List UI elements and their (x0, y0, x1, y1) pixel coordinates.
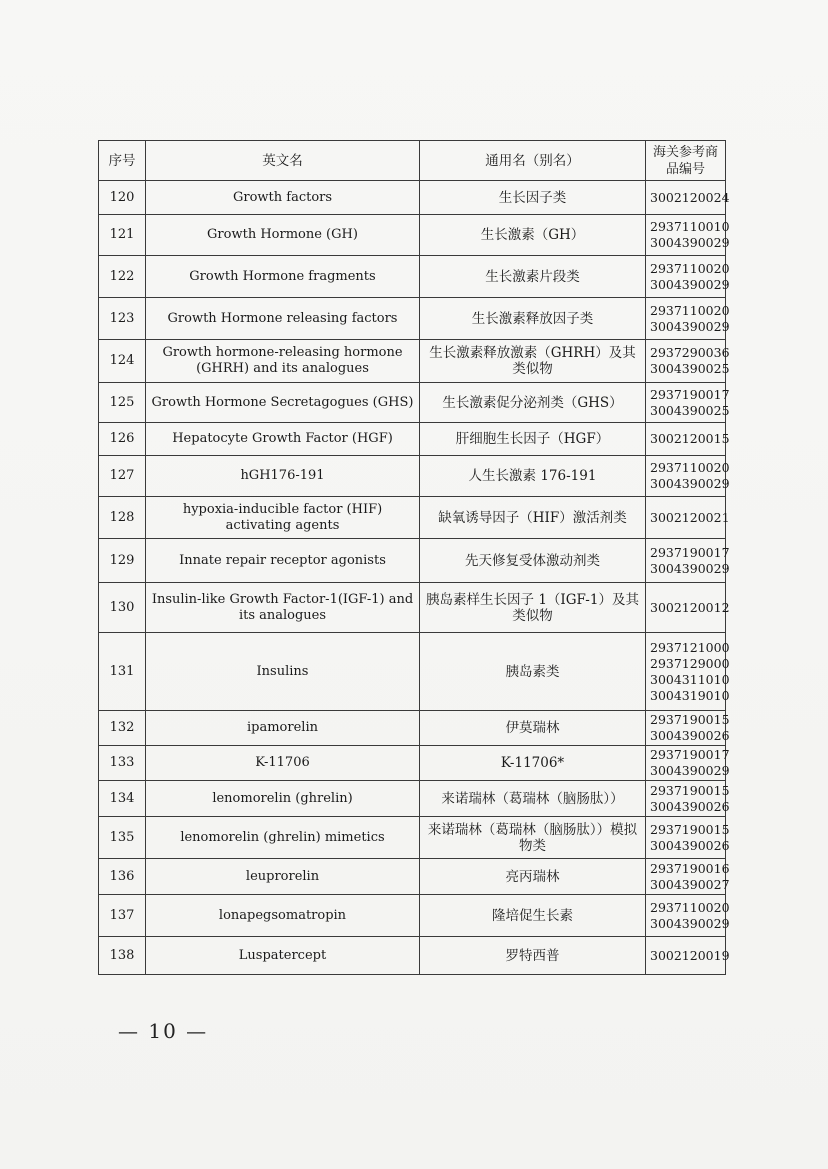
cell-generic-name: 生长激素（GH） (420, 215, 646, 256)
hs-code-line: 2937190017 (650, 747, 730, 762)
cell-generic-name: 来诺瑞林（葛瑞林（脑肠肽））模拟物类 (420, 817, 646, 859)
cell-generic-name: 生长激素片段类 (420, 256, 646, 298)
hs-code-line: 3004390025 (650, 361, 730, 376)
hs-code-line: 2937190015 (650, 712, 730, 727)
hs-code-line: 2937190017 (650, 544, 730, 560)
cell-hs-code (646, 181, 730, 215)
hs-code-line: 3004319010 (650, 687, 730, 703)
cell-no: 130 (99, 583, 146, 633)
cell-generic-name: 生长激素促分泌剂类（GHS） (420, 383, 646, 423)
cell-no: 127 (99, 456, 146, 497)
cell-english-name: Growth Hormone fragments (146, 256, 420, 298)
table-row (99, 859, 726, 895)
cell-english-name: lenomorelin (ghrelin) mimetics (146, 817, 420, 859)
cell-generic-name: 胰岛素类 (420, 633, 646, 711)
cell-hs-code (646, 633, 730, 711)
hs-code-line: 2937190016 (650, 860, 730, 876)
cell-generic-name: 伊莫瑞林 (420, 711, 646, 746)
hs-code-line: 3004390025 (650, 402, 730, 418)
cell-generic-name: 缺氧诱导因子（HIF）激活剂类 (420, 497, 646, 539)
hs-code-line: 3004390029 (650, 763, 730, 778)
substance-table (98, 140, 730, 975)
cell-hs-code (646, 781, 730, 817)
table-row (99, 817, 726, 859)
table-row (99, 711, 726, 746)
cell-hs-code (646, 423, 730, 456)
hs-code-line: 2937110020 (650, 260, 730, 276)
cell-hs-code (646, 895, 730, 937)
hs-code-line: 3004390026 (650, 837, 730, 853)
hs-code-line: 3004390029 (650, 318, 730, 334)
table-row (99, 215, 726, 256)
cell-generic-name: 隆培促生长素 (420, 895, 646, 937)
hs-code-line: 3004390029 (650, 560, 730, 576)
cell-no: 137 (99, 895, 146, 937)
table-row (99, 497, 726, 539)
cell-no: 133 (99, 746, 146, 781)
cell-generic-name: 罗特西普 (420, 937, 646, 975)
cell-no: 131 (99, 633, 146, 711)
cell-english-name: leuprorelin (146, 859, 420, 895)
cell-generic-name: 亮丙瑞林 (420, 859, 646, 895)
header-generic-name: 通用名（别名） (420, 141, 646, 181)
cell-english-name: Growth hormone-releasing hormone (GHRH) and its analogues (146, 340, 420, 383)
hs-code-line: 3004390029 (650, 915, 730, 931)
table-row (99, 937, 726, 975)
table-row (99, 383, 726, 423)
hs-code-line: 3004390029 (650, 276, 730, 292)
header-no: 序号 (99, 141, 146, 181)
cell-hs-code (646, 256, 730, 298)
table-row (99, 181, 726, 215)
cell-english-name: lenomorelin (ghrelin) (146, 781, 420, 817)
hs-code-line: 3004311010 (650, 671, 730, 687)
cell-hs-code (646, 859, 730, 895)
cell-english-name: Insulin-like Growth Factor-1(IGF-1) and its analogues (146, 583, 420, 633)
table-row (99, 895, 726, 937)
cell-generic-name: 胰岛素样生长因子 1（IGF-1）及其类似物 (420, 583, 646, 633)
header-english-name: 英文名 (146, 141, 420, 181)
cell-no: 128 (99, 497, 146, 539)
cell-no: 138 (99, 937, 146, 975)
cell-no: 132 (99, 711, 146, 746)
table-row (99, 633, 726, 711)
cell-hs-code (646, 817, 730, 859)
cell-generic-name: 生长激素释放因子类 (420, 298, 646, 340)
table-row (99, 298, 726, 340)
cell-english-name: Innate repair receptor agonists (146, 539, 420, 583)
hs-code-line: 2937190017 (650, 386, 730, 402)
table-row (99, 583, 726, 633)
hs-code-line: 2937110020 (650, 302, 730, 318)
table-row (99, 423, 726, 456)
table-row (99, 539, 726, 583)
cell-no: 120 (99, 181, 146, 215)
cell-no: 125 (99, 383, 146, 423)
cell-generic-name: 先天修复受体激动剂类 (420, 539, 646, 583)
hs-code-line: 3002120012 (650, 599, 730, 615)
hs-code-line: 2937121000 (650, 639, 730, 655)
cell-no: 126 (99, 423, 146, 456)
cell-no: 122 (99, 256, 146, 298)
cell-english-name: Growth Hormone (GH) (146, 215, 420, 256)
cell-hs-code (646, 746, 730, 781)
cell-hs-code (646, 383, 730, 423)
cell-no: 136 (99, 859, 146, 895)
cell-english-name: K-11706 (146, 746, 420, 781)
hs-code-line: 2937290036 (650, 345, 730, 360)
cell-hs-code (646, 497, 730, 539)
cell-english-name: Growth Hormone releasing factors (146, 298, 420, 340)
hs-code-line: 2937110020 (650, 899, 730, 915)
cell-hs-code (646, 298, 730, 340)
cell-english-name: Luspatercept (146, 937, 420, 975)
cell-generic-name: 来诺瑞林（葛瑞林（脑肠肽）） (420, 781, 646, 817)
cell-hs-code (646, 583, 730, 633)
cell-no: 129 (99, 539, 146, 583)
cell-english-name: Hepatocyte Growth Factor (HGF) (146, 423, 420, 456)
hs-code-line: 3004390026 (650, 798, 730, 814)
cell-hs-code (646, 539, 730, 583)
cell-no: 135 (99, 817, 146, 859)
cell-generic-name: 人生长激素 176-191 (420, 456, 646, 497)
cell-hs-code (646, 215, 730, 256)
cell-hs-code (646, 340, 730, 383)
cell-hs-code (646, 937, 730, 975)
hs-code-line: 3002120015 (650, 431, 730, 446)
cell-hs-code (646, 711, 730, 746)
cell-no: 121 (99, 215, 146, 256)
table-row (99, 456, 726, 497)
hs-code-line: 3002120021 (650, 509, 730, 525)
page-number: — 10 — (118, 1019, 209, 1043)
cell-generic-name: 生长因子类 (420, 181, 646, 215)
cell-no: 123 (99, 298, 146, 340)
hs-code-line: 2937110020 (650, 460, 730, 475)
hs-code-line: 2937129000 (650, 655, 730, 671)
cell-english-name: hGH176-191 (146, 456, 420, 497)
table-row (99, 340, 726, 383)
table-row (99, 256, 726, 298)
hs-code-line: 3004390027 (650, 876, 730, 892)
header-hs-code: 海关参考商品编号 (646, 141, 726, 181)
cell-english-name: hypoxia-inducible factor (HIF) activating agents (146, 497, 420, 539)
hs-code-line: 2937110010 (650, 219, 730, 234)
cell-generic-name: 肝细胞生长因子（HGF） (420, 423, 646, 456)
table-header-row (99, 141, 726, 181)
cell-generic-name: K-11706* (420, 746, 646, 781)
hs-code-line: 2937190015 (650, 782, 730, 798)
hs-code-line: 3004390026 (650, 728, 730, 743)
cell-english-name: Growth factors (146, 181, 420, 215)
hs-code-line: 3004390029 (650, 476, 730, 491)
cell-english-name: ipamorelin (146, 711, 420, 746)
cell-generic-name: 生长激素释放激素（GHRH）及其类似物 (420, 340, 646, 383)
cell-english-name: lonapegsomatropin (146, 895, 420, 937)
hs-code-line: 2937190015 (650, 821, 730, 837)
table-row (99, 781, 726, 817)
table-body (99, 181, 730, 975)
cell-hs-code (646, 456, 730, 497)
hs-code-line: 3002120019 (650, 947, 730, 963)
table-row (99, 746, 726, 781)
hs-code-line: 3002120024 (650, 189, 730, 205)
cell-no: 134 (99, 781, 146, 817)
cell-no: 124 (99, 340, 146, 383)
cell-english-name: Growth Hormone Secretagogues (GHS) (146, 383, 420, 423)
cell-english-name: Insulins (146, 633, 420, 711)
hs-code-line: 3004390029 (650, 235, 730, 250)
